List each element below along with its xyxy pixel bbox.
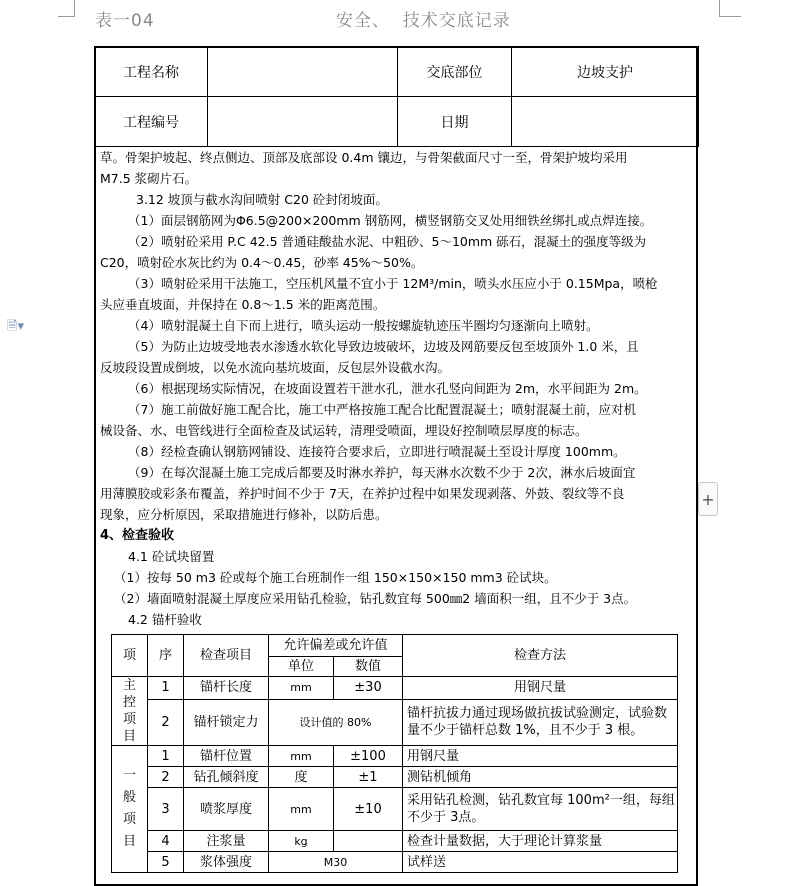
table-row [112, 831, 678, 852]
cell-seq: 2 [148, 699, 184, 745]
main-category-label: 主控项目 [112, 677, 148, 746]
header-tolerance: 允许偏差或允许值 [269, 635, 403, 657]
body-line: 械设备、水、电管线进行全面检查及试运转，清理受喷面，埋设好控制喷层厚度的标志。 [100, 423, 588, 438]
crop-mark [719, 0, 720, 16]
cell-value: ±100 [334, 746, 403, 767]
body-line: （5）为防止边坡受地表水渗透水软化导致边坡破坏，边坡及网筋要反包至坡顶外 1.0 米，且 [128, 339, 639, 354]
cell-seq: 5 [148, 852, 184, 873]
document-icon[interactable]: 🗎▾ [7, 319, 24, 334]
body-line: （1）按每 50 m3 砼或每个施工台班制作一组 150×150×150 mm3 砼试块。 [114, 570, 557, 585]
body-line: 用薄膜胶或彩条布覆盖，养护时间不少于 7天，在养护过程中如果发现剥落、外鼓、裂纹等不良 [100, 486, 625, 501]
general-category-label: 一般项目 [112, 746, 148, 873]
cell-value: ±10 [334, 788, 403, 831]
cell-value: ±1 [334, 767, 403, 788]
table-row [112, 746, 678, 767]
add-button[interactable]: + [698, 482, 718, 516]
crop-mark [719, 16, 741, 17]
table-row [112, 788, 678, 831]
cell-value [334, 831, 403, 852]
crop-mark [74, 0, 75, 16]
cell-unit: 度 [269, 767, 334, 788]
body-line: （4）喷射混凝土自下而上进行，喷头运动一般按螺旋轨迹压半圈均匀逐渐向上喷射。 [128, 318, 599, 333]
table-row [112, 677, 678, 700]
body-line: （3）喷射砼采用干法施工，空压机风量不宜小于 12M³/min，喷头水压应小于 0.15Mpa，喷枪 [128, 276, 658, 291]
crop-mark [58, 16, 75, 17]
table-row [112, 852, 678, 873]
cell-unit: kg [269, 831, 334, 852]
cell-item: 注浆量 [184, 831, 269, 852]
cell-seq: 1 [148, 746, 184, 767]
form-number: 表一04 [95, 11, 155, 31]
cell-value: ±30 [334, 677, 403, 700]
project-name-label: 工程名称 [95, 47, 208, 97]
body-line: （6）根据现场实际情况，在坡面设置若干泄水孔，泄水孔竖向间距为 2m，水平间距为 2m。 [128, 381, 647, 396]
header-unit: 单位 [269, 657, 334, 677]
header-seq: 序 [148, 635, 184, 677]
body-line: 草。骨架护坡起、终点侧边、顶部及底部设 0.4m 镶边，与骨架截面尺寸一至，骨架护坡均采用 [100, 150, 628, 165]
cell-unit-value: M30 [269, 852, 403, 873]
project-no-value[interactable] [208, 97, 398, 147]
cell-item: 锚杆长度 [184, 677, 269, 700]
cell-item: 锚杆锁定力 [184, 699, 269, 745]
project-name-value[interactable] [208, 47, 398, 97]
cell-method: 用钢尺量 [403, 746, 678, 767]
table-row [112, 699, 678, 745]
date-value[interactable] [512, 97, 699, 147]
header-method: 检查方法 [403, 635, 678, 677]
body-line: M7.5 浆砌片石。 [100, 171, 198, 186]
body-line: （1）面层钢筋网为Φ6.5@200×200mm 钢筋网，横竖钢筋交叉处用细铁丝绑扎或点焊连接。 [128, 213, 653, 228]
info-table [94, 46, 699, 147]
cell-item: 锚杆位置 [184, 746, 269, 767]
cell-method: 测钻机倾角 [403, 767, 678, 788]
cell-unit-value: 设计值的 80% [269, 699, 403, 745]
body-line: （2）墙面喷射混凝土厚度应采用钻孔检验，钻孔数宜每 500㎜2 墙面积一组，且不少于 3点。 [114, 591, 637, 606]
cell-method: 锚杆抗拔力通过现场做抗拔试验测定，试验数量不少于锚杆总数 1%，且不少于 3 根。 [403, 699, 678, 745]
cell-method: 试样送 [403, 852, 678, 873]
header-category: 项 [112, 635, 148, 677]
subsection-heading: 4.1 砼试块留置 [128, 549, 215, 564]
inspection-table [111, 634, 678, 873]
cell-method: 采用钻孔检测，钻孔数宜每 100m²一组，每组不少于 3点。 [403, 788, 678, 831]
cell-seq: 3 [148, 788, 184, 831]
body-line: 头应垂直坡面，并保持在 0.8～1.5 米的距离范围。 [100, 297, 386, 312]
cell-unit: mm [269, 788, 334, 831]
cell-method: 用钢尺量 [403, 677, 678, 700]
header-item: 检查项目 [184, 635, 269, 677]
location-value[interactable]: 边坡支护 [512, 47, 699, 97]
header-value: 数值 [334, 657, 403, 677]
table-row [112, 767, 678, 788]
body-line: C20，喷射砼水灰比约为 0.4～0.45，砂率 45%～50%。 [100, 255, 424, 270]
body-line: 反坡段设置成倒坡，以免水流向基坑坡面，反包层外设截水沟。 [100, 360, 451, 375]
body-line: 现象，应分析原因，采取措施进行修补，以防后患。 [100, 507, 388, 522]
project-no-label: 工程编号 [95, 97, 208, 147]
cell-seq: 1 [148, 677, 184, 700]
section-heading: 4、检查验收 [100, 528, 175, 543]
cell-seq: 2 [148, 767, 184, 788]
cell-item: 浆体强度 [184, 852, 269, 873]
body-line: （8）经检查确认钢筋网铺设、连接符合要求后，立即进行喷混凝土至设计厚度 100mm。 [128, 444, 626, 459]
subsection-heading: 4.2 锚杆验收 [128, 612, 202, 627]
body-line: 3.12 坡顶与截水沟间喷射 C20 砼封闭坡面。 [136, 192, 388, 207]
cell-item: 钻孔倾斜度 [184, 767, 269, 788]
page-title: 安全、 技术交底记录 [336, 11, 511, 31]
body-line: （9）在每次混凝土施工完成后都要及时淋水养护，每天淋水次数不少于 2次，淋水后坡面宜 [128, 465, 636, 480]
date-label: 日期 [398, 97, 512, 147]
body-text [100, 147, 692, 630]
body-line: （7）施工前做好施工配合比，施工中严格按施工配合比配置混凝土；喷射混凝土前，应对机 [128, 402, 636, 417]
cell-seq: 4 [148, 831, 184, 852]
body-line: （2）喷射砼采用 P.C 42.5 普通硅酸盐水泥、中粗砂、5～10mm 砾石，混凝土的强度等级为 [128, 234, 647, 249]
cell-unit: mm [269, 746, 334, 767]
cell-method: 检查计量数据，大于理论计算浆量 [403, 831, 678, 852]
location-label: 交底部位 [398, 47, 512, 97]
cell-unit: mm [269, 677, 334, 700]
cell-item: 喷浆厚度 [184, 788, 269, 831]
